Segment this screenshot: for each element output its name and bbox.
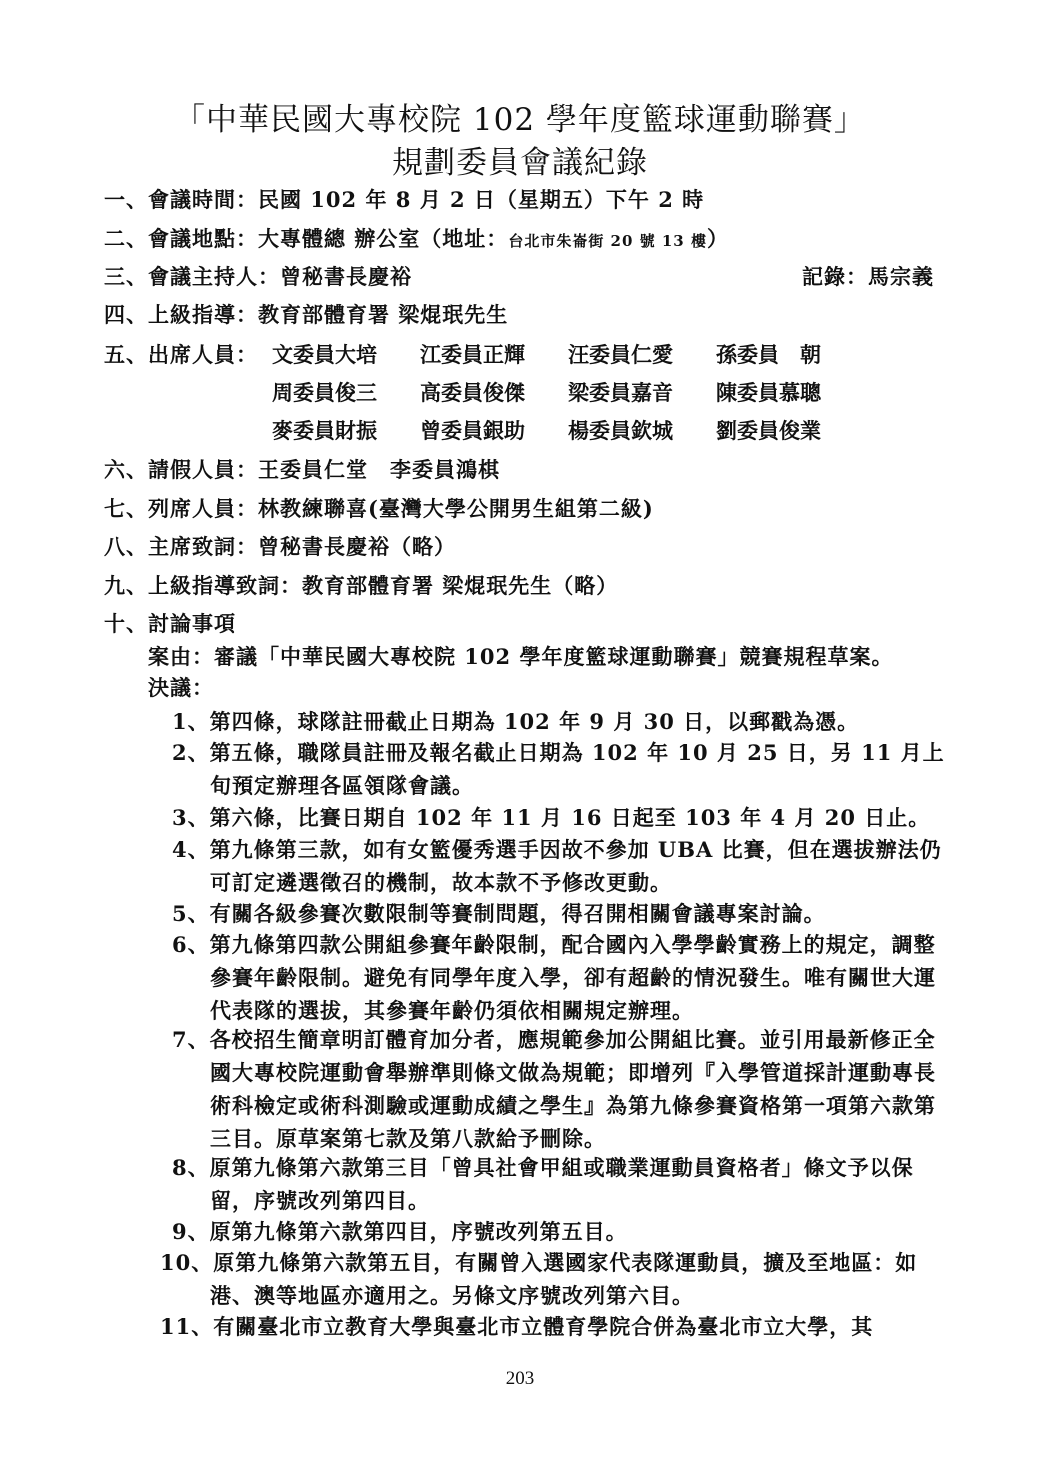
resolution-text: 原第九條第六款第五目，有關曾入選國家代表隊運動員，擴及至地區：如港、澳等地區亦適用之。另條文序號改列第六目。 [210, 1250, 918, 1308]
attendee: 周委員俊三 [272, 380, 377, 405]
meeting-recorder: 記錄：馬宗義 [802, 264, 934, 289]
attendee: 劉委員俊業 [716, 418, 821, 443]
resolution-item [172, 928, 947, 1027]
supervisor: 四、上級指導：教育部體育署 梁焜珉先生 [104, 302, 509, 327]
resolution-text: 原第九條第六款第三目「曾具社會甲組或職業運動員資格者」條文予以保留，序號改列第四目。 [209, 1155, 914, 1213]
document-title-line2: 規劃委員會議紀錄 [392, 145, 648, 181]
resolution-num: 10、 [160, 1250, 214, 1275]
resolution-item [172, 801, 947, 834]
meeting-time: 一、會議時間：民國 102 年 8 月 2 日（星期五）下午 2 時 [104, 187, 705, 212]
resolution-num: 11、 [160, 1314, 214, 1339]
resolution-item [172, 833, 947, 899]
resolution-num: 5、 [172, 901, 210, 926]
resolution-item [172, 1215, 947, 1248]
attendee: 孫委員 朝 [716, 342, 821, 367]
observers: 七、列席人員：林教練聯喜(臺灣大學公開男生組第二級) [104, 496, 654, 521]
resolution-text: 第九條第三款，如有女籃優秀選手因故不參加 UBA 比賽，但在選拔辦法仍可訂定遴選徵召的機制，故本款不予修改更動。 [209, 837, 942, 895]
resolution-item [160, 1310, 947, 1343]
discussion-heading: 十、討論事項 [104, 611, 236, 636]
attendee: 江委員正輝 [420, 342, 525, 367]
resolution-heading: 決議： [148, 675, 214, 700]
resolution-item [172, 705, 947, 738]
resolution-item [172, 1151, 947, 1217]
meeting-place-main: 二、會議地點：大專體總 辦公室（地址： [104, 226, 509, 251]
resolution-num: 8、 [172, 1155, 210, 1180]
absentees: 六、請假人員：王委員仁堂 李委員鴻棋 [104, 457, 500, 482]
resolution-item [172, 897, 947, 930]
resolution-num: 3、 [172, 805, 210, 830]
meeting-place [104, 224, 729, 256]
case-subject: 案由：審議「中華民國大專校院 102 學年度籃球運動聯賽」競賽規程草案。 [148, 644, 894, 669]
chair-speech: 八、主席致詞：曾秘書長慶裕（略） [104, 534, 456, 559]
resolution-num: 6、 [172, 932, 210, 957]
attendee: 高委員俊傑 [420, 380, 525, 405]
resolution-num: 9、 [172, 1219, 210, 1244]
meeting-host: 三、會議主持人：曾秘書長慶裕 [104, 264, 412, 289]
attendee: 陳委員慕聰 [716, 380, 821, 405]
resolution-num: 4、 [172, 837, 210, 862]
resolution-num: 7、 [172, 1027, 210, 1052]
meeting-place-end: ） [706, 226, 729, 251]
resolution-item [160, 1246, 947, 1312]
resolution-text: 原第九條第六款第四目，序號改列第五目。 [209, 1219, 628, 1244]
resolution-num: 1、 [172, 709, 210, 734]
attendee: 麥委員財振 [272, 418, 377, 443]
attendee: 文委員大培 [272, 342, 377, 367]
resolution-num: 2、 [172, 740, 210, 765]
attendee: 梁委員嘉音 [568, 380, 673, 405]
resolution-text: 第六條，比賽日期自 102 年 11 月 16 日起至 103 年 4 月 20 日止。 [209, 805, 931, 830]
resolution-text: 各校招生簡章明訂體育加分者，應規範參加公開組比賽。並引用最新修正全國大專校院運動會舉辦準則條文做為規範；即增列『入學管道採計運動專長術科檢定或術科測驗或運動成績之學生』為第九條參賽資格第一項第六款第三目。原草案第七款及第八款給予刪除。 [209, 1027, 936, 1151]
resolution-text: 有關各級參賽次數限制等賽制問題，得召開相關會議專案討論。 [209, 901, 826, 926]
resolution-text: 有關臺北市立教育大學與臺北市立體育學院合併為臺北市立大學，其 [213, 1314, 874, 1339]
resolution-item [172, 736, 947, 802]
resolution-text: 第九條第四款公開組參賽年齡限制，配合國內入學學齡實務上的規定，調整參賽年齡限制。避免有同學年度入學，卻有超齡的情況發生。唯有關世大運代表隊的選拔，其參賽年齡仍須依相關規定辦理。 [209, 932, 936, 1023]
attendee: 曾委員銀助 [420, 418, 525, 443]
page-number: 203 [505, 1368, 535, 1389]
supervisor-speech: 九、上級指導致詞：教育部體育署 梁焜珉先生（略） [104, 573, 619, 598]
meeting-place-address: 台北市朱崙街 20 號 13 樓 [508, 232, 707, 250]
resolution-item [172, 1023, 947, 1155]
attendee: 汪委員仁愛 [568, 342, 673, 367]
attendee: 楊委員欽城 [568, 418, 673, 443]
document-title-line1: 「中華民國大專校院 102 學年度籃球運動聯賽」 [174, 102, 866, 138]
resolution-text: 第五條，職隊員註冊及報名截止日期為 102 年 10 月 25 日，另 11 月上旬預定辦理各區領隊會議。 [209, 740, 945, 798]
resolution-text: 第四條，球隊註冊截止日期為 102 年 9 月 30 日，以郵戳為憑。 [209, 709, 860, 734]
attendees-label: 五、出席人員： [104, 342, 258, 367]
